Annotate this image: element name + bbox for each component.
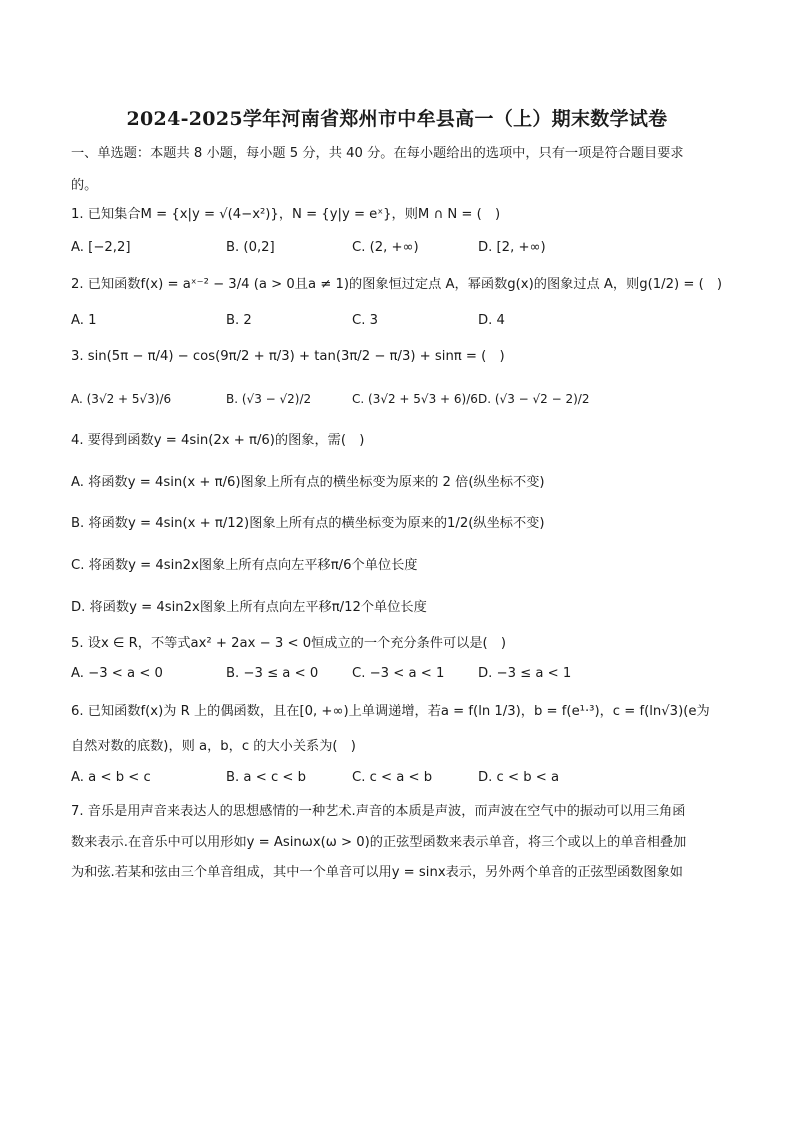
question-6-stem-line1: 6. 已知函数f(x)为 R 上的偶函数，且在[0, +∞)上单调递增，若a = f(ln 1/3)，b = f(e¹·³)，c = f(ln√3)(e为 bbox=[71, 704, 710, 719]
question-6-stem-line2: 自然对数的底数)，则 a，b，c 的大小关系为( ) bbox=[71, 739, 356, 754]
question-4-stem: 4. 要得到函数y = 4sin(2x + π/6)的图象，需( ) bbox=[71, 433, 365, 448]
question-4-option-b: B. 将函数y = 4sin(x + π/12)图象上所有点的横坐标变为原来的1/2(纵坐标不变) bbox=[71, 516, 545, 531]
question-3-option-a: A. (3√2 + 5√3)/6 bbox=[71, 392, 172, 406]
section-instructions-line2: 的。 bbox=[71, 178, 98, 193]
question-3-option-c: C. (3√2 + 5√3 + 6)/6 bbox=[352, 392, 478, 406]
question-1-stem: 1. 已知集合M = {x|y = √(4−x²)}，N = {y|y = eˣ}，则M ∩ N = ( ) bbox=[71, 207, 501, 222]
question-2-stem: 2. 已知函数f(x) = aˣ⁻² − 3/4 (a > 0且a ≠ 1)的图象恒过定点 A，幂函数g(x)的图象过点 A，则g(1/2) = ( ) bbox=[71, 277, 723, 292]
question-3-option-b: B. (√3 − √2)/2 bbox=[226, 392, 312, 406]
question-4-option-d: D. 将函数y = 4sin2x图象上所有点向左平移π/12个单位长度 bbox=[71, 600, 427, 615]
question-5-stem: 5. 设x ∈ R，不等式ax² + 2ax − 3 < 0恒成立的一个充分条件可以是( ) bbox=[71, 636, 506, 651]
question-6-option-b: B. a < c < b bbox=[226, 770, 307, 785]
question-7-line3: 为和弦.若某和弦由三个单音组成，其中一个单音可以用y = sinx表示，另外两个单音的正弦型函数图象如 bbox=[71, 865, 683, 880]
question-4-option-c: C. 将函数y = 4sin2x图象上所有点向左平移π/6个单位长度 bbox=[71, 558, 418, 573]
question-6-option-a: A. a < b < c bbox=[71, 770, 151, 785]
question-1-option-d: D. [2, +∞) bbox=[478, 240, 546, 255]
exam-title: 2024-2025学年河南省郑州市中牟县高一（上）期末数学试卷 bbox=[126, 108, 668, 130]
question-3-option-d: D. (√3 − √2 − 2)/2 bbox=[478, 392, 590, 406]
question-2-option-d: D. 4 bbox=[478, 313, 505, 328]
question-4-option-a: A. 将函数y = 4sin(x + π/6)图象上所有点的横坐标变为原来的 2 倍(纵坐标不变) bbox=[71, 475, 545, 490]
question-5-option-d: D. −3 ≤ a < 1 bbox=[478, 666, 572, 681]
question-6-option-c: C. c < a < b bbox=[352, 770, 433, 785]
question-5-option-c: C. −3 < a < 1 bbox=[352, 666, 445, 681]
question-6-option-d: D. c < b < a bbox=[478, 770, 560, 785]
question-1-option-b: B. (0,2] bbox=[226, 240, 275, 255]
question-3-stem: 3. sin(5π − π/4) − cos(9π/2 + π/3) + tan(3π/2 − π/3) + sinπ = ( ) bbox=[71, 349, 505, 364]
question-2-option-c: C. 3 bbox=[352, 313, 378, 328]
section-instructions-line1: 一、单选题：本题共 8 小题，每小题 5 分，共 40 分。在每小题给出的选项中，只有一项是符合题目要求 bbox=[71, 146, 684, 161]
question-7-line2: 数来表示.在音乐中可以用形如y = Asinωx(ω > 0)的正弦型函数来表示单音，将三个或以上的单音相叠加 bbox=[71, 835, 687, 850]
question-1-option-c: C. (2, +∞) bbox=[352, 240, 419, 255]
question-2-option-a: A. 1 bbox=[71, 313, 97, 328]
question-1-option-a: A. [−2,2] bbox=[71, 240, 131, 255]
question-2-option-b: B. 2 bbox=[226, 313, 252, 328]
question-5-option-a: A. −3 < a < 0 bbox=[71, 666, 163, 681]
question-5-option-b: B. −3 ≤ a < 0 bbox=[226, 666, 319, 681]
question-7-line1: 7. 音乐是用声音来表达人的思想感情的一种艺术.声音的本质是声波，而声波在空气中的振动可以用三角函 bbox=[71, 804, 686, 819]
